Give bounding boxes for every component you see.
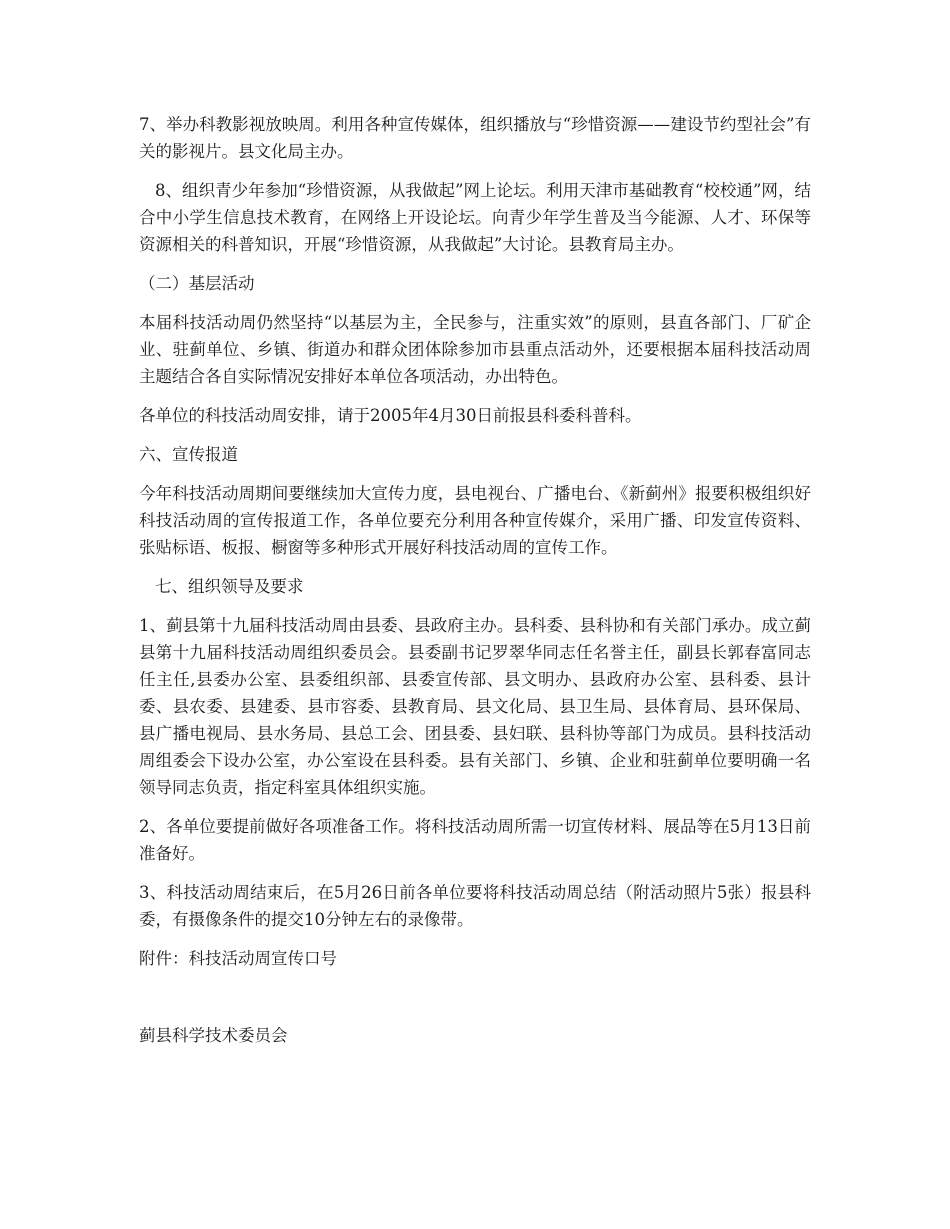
paragraph-item-8: 8、组织青少年参加“珍惜资源，从我做起”网上论坛。利用天津市基础教育“校校通”网，结合中小学生信息技术教育，在网络上开设论坛。向青少年学生普及当今能源、人才、环保等资源相关的科普知识，开展“珍惜资源，从我做起”大讨论。县教育局主办。 — [139, 181, 811, 254]
paragraph-grassroots-principle: 本届科技活动周仍然坚持“以基层为主，全民参与，注重实效”的原则，县直各部门、厂矿企业、驻蓟单位、乡镇、街道办和群众团体除参加市县重点活动外，还要根据本届科技活动周主题结合各自实际情况安排好本单位各项活动，办出特色。 — [139, 313, 811, 386]
section-heading-publicity: 六、宣传报道 — [139, 445, 238, 464]
paragraph-publicity: 今年科技活动周期间要继续加大宣传力度，县电视台、广播电台、《新蓟州》报要积极组织好科技活动周的宣传报道工作，各单位要充分利用各种宣传媒介，采用广播、印发宣传资料、张贴标语、板报、橱窗等多种形式开展好科技活动周的宣传工作。 — [139, 484, 811, 557]
section-heading-grassroots: （二）基层活动 — [139, 274, 255, 293]
paragraph-requirement-3: 3、科技活动周结束后，在5月26日前各单位要将科技活动周总结（附活动照片5张）报县科委，有摄像条件的提交10分钟左右的录像带。 — [139, 883, 811, 929]
section-heading-organization: 七、组织领导及要求 — [155, 577, 304, 596]
signature-organization: 蓟县科学技术委员会 — [139, 1026, 288, 1045]
paragraph-requirement-2: 2、各单位要提前做好各项准备工作。将科技活动周所需一切宣传材料、展品等在5月13日前准备好。 — [139, 817, 811, 863]
paragraph-requirement-1: 1、蓟县第十九届科技活动周由县委、县政府主办。县科委、县科协和有关部门承办。成立蓟县第十九届科技活动周组织委员会。县委副书记罗翠华同志任名誉主任，副县长郭春富同志任主任,县委办公室、县委组织部、县委宣传部、县文明办、县政府办公室、县科委、县计委、县农委、县建委、县市容委、县教育局、县文化局、县卫生局、县体育局、县环保局、县广播电视局、县水务局、县总工会、团县委、县妇联、县科协等部门为成员。县科技活动周组委会下设办公室，办公室设在县科委。县有关部门、乡镇、企业和驻蓟单位要明确一名领导同志负责，指定科室具体组织实施。 — [139, 616, 811, 797]
attachment-note: 附件：科技活动周宣传口号 — [139, 949, 337, 968]
paragraph-deadline: 各单位的科技活动周安排，请于2005年4月30日前报县科委科普科。 — [139, 406, 642, 425]
paragraph-item-7: 7、举办科教影视放映周。利用各种宣传媒体，组织播放与“珍惜资源——建设节约型社会”有关的影视片。县文化局主办。 — [139, 115, 811, 161]
document-body — [139, 111, 811, 1061]
